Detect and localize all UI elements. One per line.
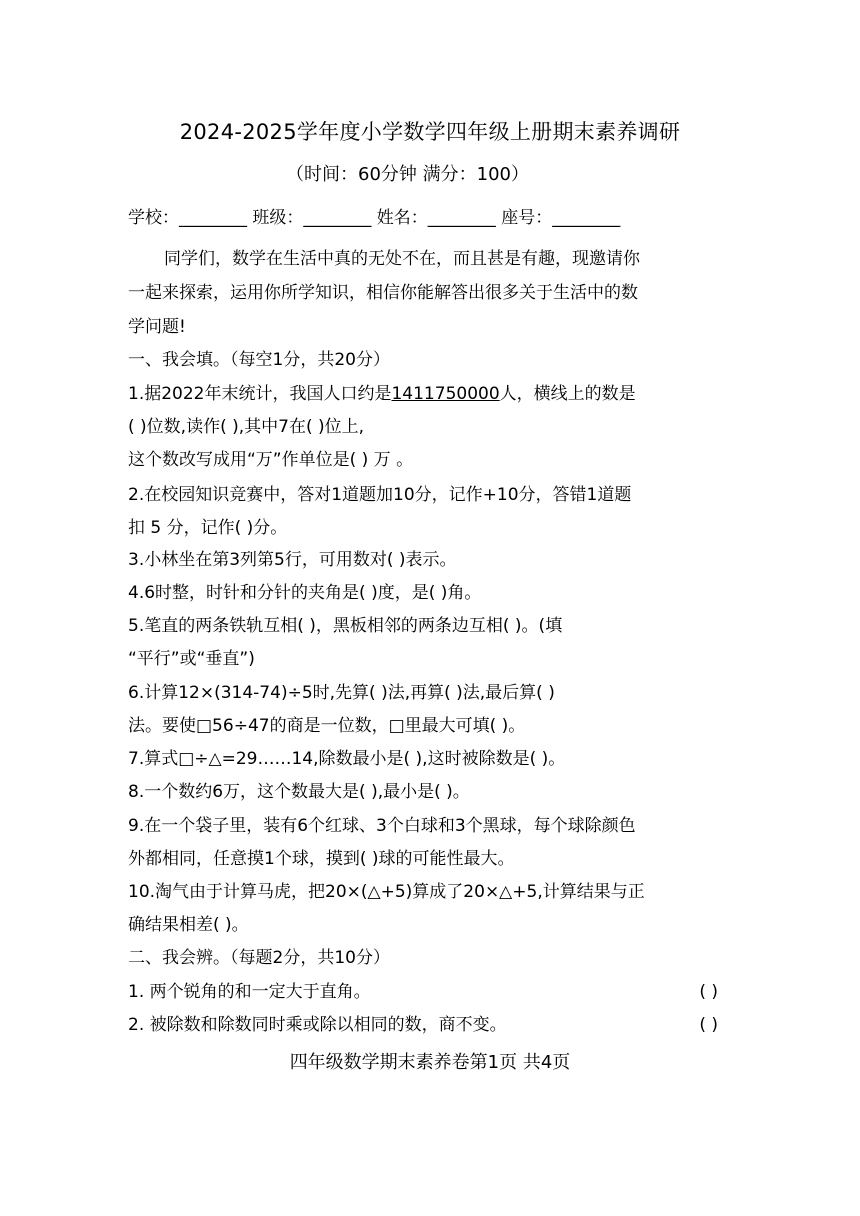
question-1-line-2: ( )位数,读作( ),其中7在( )位上, <box>128 417 365 437</box>
intro-line-2: 一起来探索，运用你所学知识，相信你能解答出很多关于生活中的数 <box>128 283 638 303</box>
question-6-line-2: 法。要使□56÷47的商是一位数，□里最大可填( )。 <box>128 716 526 736</box>
judge-answer-blank: ( ) <box>699 1015 718 1035</box>
question-2-line-2: 扣 5 分，记作( )分。 <box>128 518 288 538</box>
judge-item <box>128 981 740 1003</box>
section1-heading: 一、我会填。（每空1分，共20分） <box>128 350 390 370</box>
q1-post: 人，横线上的数是 <box>499 384 636 404</box>
question-10-line-1: 10.淘气由于计算马虎，把20×(△+5)算成了20×△+5,计算结果与正 <box>128 882 645 902</box>
question-4: 4.6时整，时针和分针的夹角是( )度，是( )角。 <box>128 583 482 603</box>
q1-underlined-number: 1411750000 <box>391 384 500 404</box>
question-6-line-1: 6.计算12×(314-74)÷5时,先算( )法,再算( )法,最后算( ) <box>128 683 555 703</box>
question-8: 8.一个数约6万，这个数最大是( ),最小是( )。 <box>128 782 470 802</box>
section2-heading: 二、我会辨。（每题2分，共10分） <box>128 948 390 968</box>
intro-line-1: 同学们，数学在生活中真的无处不在，而且甚是有趣，现邀请你 <box>164 249 640 269</box>
q1-pre: 1.据2022年末统计，我国人口约是 <box>128 384 392 404</box>
question-10-line-2: 确结果相差( )。 <box>128 915 249 935</box>
judge-item <box>128 1014 740 1036</box>
question-3: 3.小林坐在第3列第5行，可用数对( )表示。 <box>128 550 457 570</box>
question-1-line-3: 这个数改写成用“万”作单位是( ) 万 。 <box>128 450 414 470</box>
question-5-line-2: “平行”或“垂直”) <box>128 649 255 669</box>
student-info-line: 学校：________ 班级：________ 姓名：________ 座号：________ <box>128 208 621 228</box>
page-footer: 四年级数学期末素养卷第1页 共4页 <box>289 1052 571 1073</box>
question-1-line-1 <box>128 383 740 405</box>
exam-subtitle: （时间：60分钟 满分：100） <box>286 164 529 185</box>
judge-item-text: 2. 被除数和除数同时乘或除以相同的数，商不变。 <box>128 1015 507 1035</box>
exam-title: 2024-2025学年度小学数学四年级上册期末素养调研 <box>179 120 681 144</box>
question-5-line-1: 5.笔直的两条铁轨互相( )，黑板相邻的两条边互相( )。(填 <box>128 616 563 636</box>
question-2-line-1: 2.在校园知识竞赛中，答对1道题加10分，记作+10分，答错1道题 <box>128 485 632 505</box>
question-9-line-1: 9.在一个袋子里，装有6个红球、3个白球和3个黑球，每个球除颜色 <box>128 816 636 836</box>
judge-answer-blank: ( ) <box>699 982 718 1002</box>
question-9-line-2: 外都相同，任意摸1个球，摸到( )球的可能性最大。 <box>128 849 515 869</box>
judge-item-text: 1. 两个锐角的和一定大于直角。 <box>128 982 371 1002</box>
question-7: 7.算式□÷△=29……14,除数最小是( ),这时被除数是( )。 <box>128 749 566 769</box>
intro-line-3: 学问题! <box>128 317 186 337</box>
